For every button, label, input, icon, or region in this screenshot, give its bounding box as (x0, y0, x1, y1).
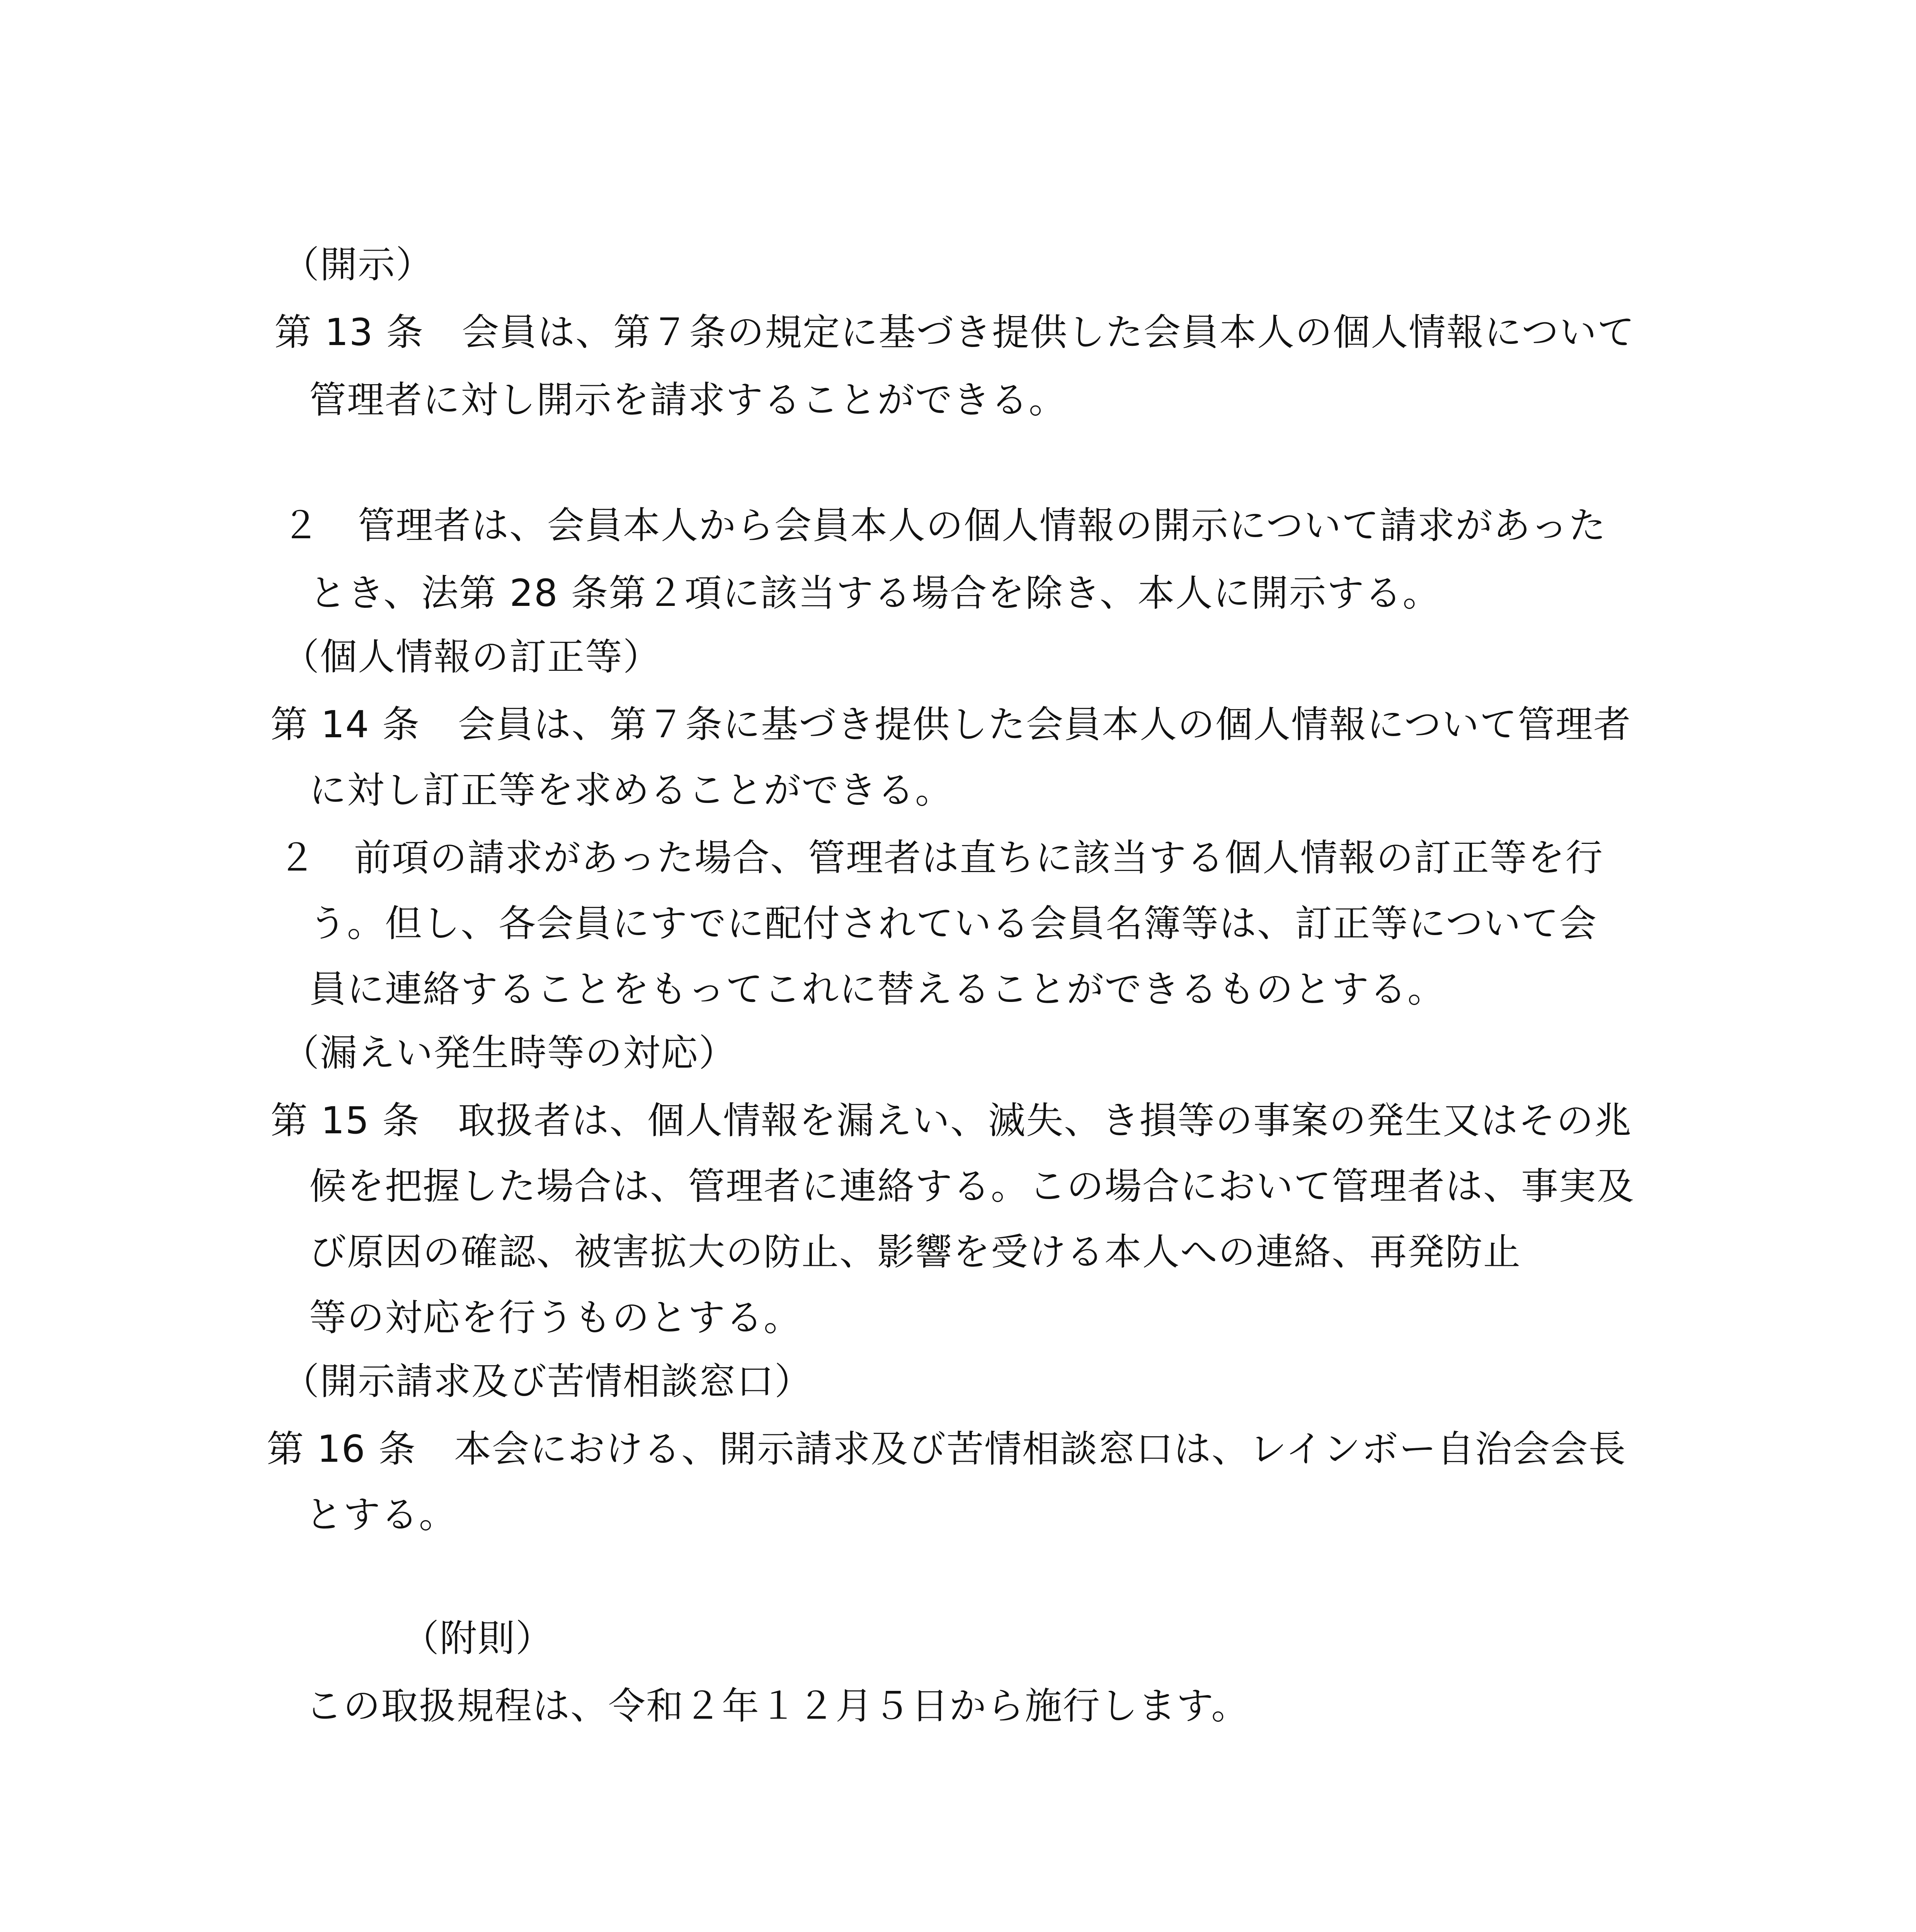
heading-leak-response: （漏えい発生時等の対応） (282, 1031, 737, 1075)
article-15-line-3: び原因の確認、被害拡大の防止、影響を受ける本人への連絡、再発防止 (309, 1230, 1521, 1274)
article-16-line-2: とする。 (305, 1493, 457, 1536)
article-14-para-2-line-1: ２ 前項の請求があった場合、管理者は直ちに該当する個人情報の訂正等を行 (278, 836, 1604, 879)
heading-disclosure: （開示） (282, 243, 434, 286)
heading-contact-window: （開示請求及び苦情相談窓口） (282, 1360, 812, 1403)
article-15-line-4: 等の対応を行うものとする。 (309, 1296, 801, 1339)
article-13-para-2-line-2: とき、法第 28 条第２項に該当する場合を除き、本人に開示する。 (309, 571, 1441, 615)
article-15-line-2: 候を把握した場合は、管理者に連絡する。この場合において管理者は、事実及 (309, 1165, 1635, 1208)
article-14-line-2: に対し訂正等を求めることができる。 (309, 769, 953, 812)
article-15-line-1: 第 15 条 取扱者は、個人情報を漏えい、滅失、き損等の事案の発生又はその兆 (271, 1099, 1632, 1142)
article-16-line-1: 第 16 条 本会における、開示請求及び苦情相談窓口は、レインボー自治会会長 (267, 1427, 1627, 1471)
article-14-para-2-line-3: 員に連絡することをもってこれに替えることができるものとする。 (309, 968, 1445, 1011)
supplementary-line-1: この取扱規程は、令和２年１２月５日から施行します。 (305, 1684, 1249, 1728)
article-13-line-2: 管理者に対し開示を請求することができる。 (309, 378, 1067, 422)
article-14-line-1: 第 14 条 会員は、第７条に基づき提供した会員本人の個人情報について管理者 (271, 703, 1632, 746)
heading-supplementary: （附則） (402, 1617, 553, 1660)
article-13-para-2-line-1: ２ 管理者は、会員本人から会員本人の個人情報の開示について請求があった (282, 504, 1607, 547)
article-14-para-2-line-2: う。但し、各会員にすでに配付されている会員名簿等は、訂正等について会 (309, 902, 1597, 945)
article-13-line-1: 第 13 条 会員は、第７条の規定に基づき提供した会員本人の個人情報について (274, 311, 1635, 354)
heading-correction: （個人情報の訂正等） (282, 635, 661, 679)
